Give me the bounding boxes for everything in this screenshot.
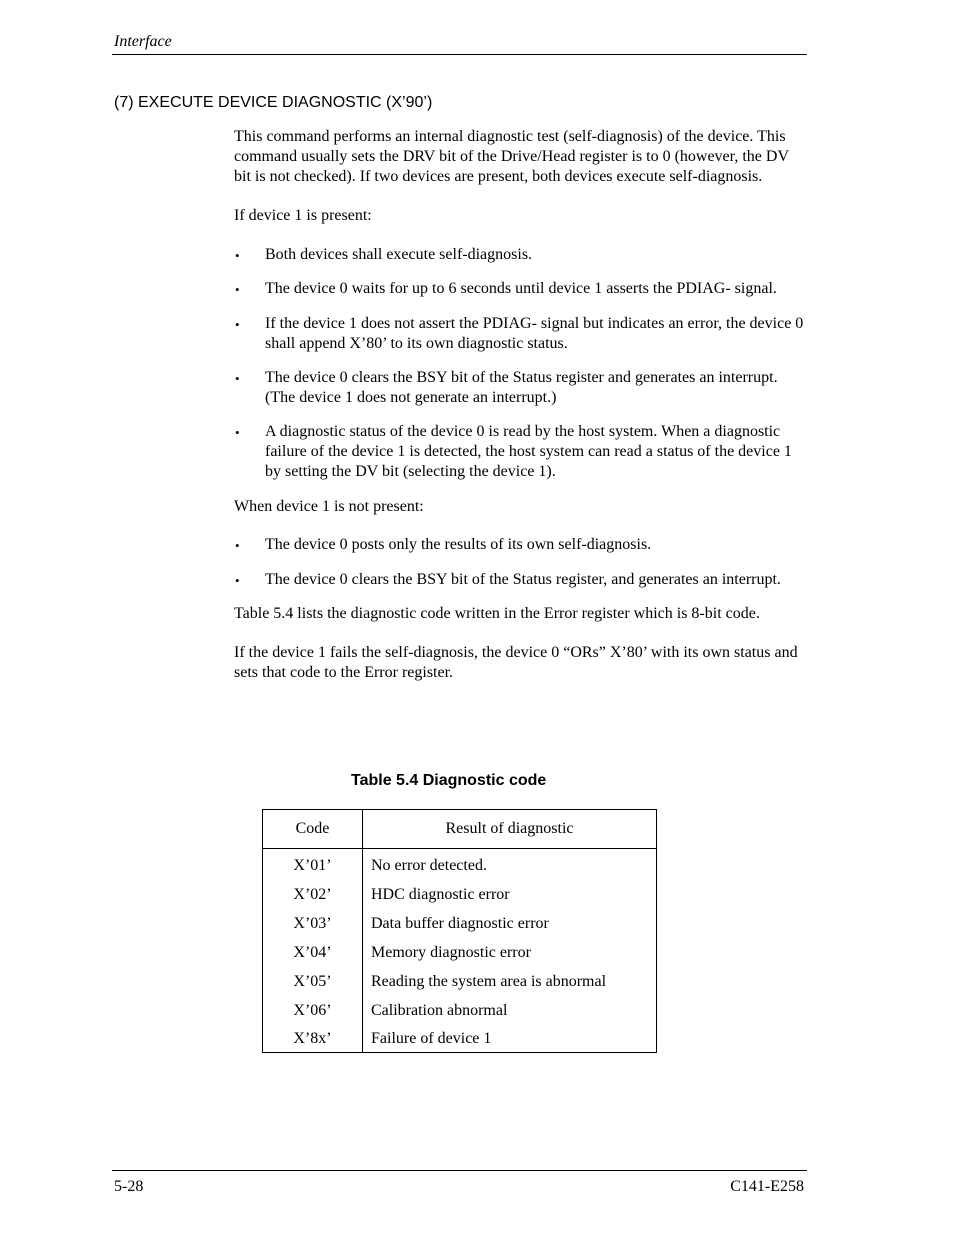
not-present-bullet-list <box>234 535 809 590</box>
list-item-text: Both devices shall execute self-diagnosis. <box>265 246 533 263</box>
column-header-code: Code <box>263 810 363 849</box>
list-item-text: The device 0 clears the BSY bit of the Status register, and generates an interrupt. <box>265 571 781 588</box>
code-cell: X’05’ <box>263 967 363 996</box>
running-header: Interface <box>114 33 172 50</box>
table-row <box>263 880 657 909</box>
result-cell: Memory diagnostic error <box>363 938 657 967</box>
list-item <box>234 314 809 354</box>
table-reference-paragraph: Table 5.4 lists the diagnostic code written in the Error register which is 8-bit code. <box>234 605 760 622</box>
list-item <box>234 279 809 299</box>
list-item-text: The device 0 posts only the results of its own self-diagnosis. <box>265 536 652 553</box>
table-caption: Table 5.4 Diagnostic code <box>351 772 547 789</box>
header-rule <box>112 54 807 55</box>
table-row <box>263 967 657 996</box>
bullet-icon: • <box>235 538 240 553</box>
present-lead: If device 1 is present: <box>234 207 372 224</box>
result-cell: No error detected. <box>363 849 657 881</box>
present-bullet-list <box>234 245 809 482</box>
footer-rule <box>112 1170 807 1171</box>
bullet-icon: • <box>235 248 240 263</box>
result-cell: Calibration abnormal <box>363 996 657 1025</box>
list-item <box>234 535 809 555</box>
result-cell: HDC diagnostic error <box>363 880 657 909</box>
table-row <box>263 909 657 938</box>
list-item <box>234 422 809 482</box>
code-cell: X’06’ <box>263 996 363 1025</box>
table-row <box>263 1025 657 1053</box>
intro-paragraph: This command performs an internal diagnostic test (self-diagnosis) of the device. This command usually sets the DRV bit of the Drive/Head register is to 0 (however, the DV bit is not checked). If two devices are present, both devices execute self-diagnosis. <box>234 128 789 185</box>
result-cell: Data buffer diagnostic error <box>363 909 657 938</box>
or-paragraph: If the device 1 fails the self-diagnosis, the device 0 “ORs” X’80’ with its own status and sets that code to the Error register. <box>234 644 798 681</box>
section-heading: (7) EXECUTE DEVICE DIAGNOSTIC (X’90’) <box>114 94 433 111</box>
diagnostic-code-table <box>262 809 657 1053</box>
list-item <box>234 368 809 408</box>
list-item-text: The device 0 waits for up to 6 seconds until device 1 asserts the PDIAG- signal. <box>265 280 777 297</box>
list-item <box>234 570 809 590</box>
list-item <box>234 245 809 265</box>
list-item-text: A diagnostic status of the device 0 is read by the host system. When a diagnostic failure of the device 1 is detected, the host system can read a status of the device 1 by setting the DV bit (selecting the device 1). <box>265 423 792 480</box>
body-column <box>234 127 809 683</box>
document-id: C141-E258 <box>730 1178 804 1195</box>
bullet-icon: • <box>235 317 240 332</box>
column-header-result: Result of diagnostic <box>363 810 657 849</box>
list-item-text: If the device 1 does not assert the PDIAG- signal but indicates an error, the device 0 shall append X’80’ to its own diagnostic status. <box>265 315 804 352</box>
list-item-text: The device 0 clears the BSY bit of the Status register and generates an interrupt. (The device 1 does not generate an interrupt.) <box>265 369 778 406</box>
code-cell: X’02’ <box>263 880 363 909</box>
table-row <box>263 849 657 881</box>
page-number: 5-28 <box>114 1178 144 1195</box>
code-cell: X’04’ <box>263 938 363 967</box>
not-present-lead: When device 1 is not present: <box>234 498 424 515</box>
code-cell: X’8x’ <box>263 1025 363 1053</box>
bullet-icon: • <box>235 425 240 440</box>
result-cell: Reading the system area is abnormal <box>363 967 657 996</box>
bullet-icon: • <box>235 371 240 386</box>
table-header-row <box>263 810 657 849</box>
code-cell: X’01’ <box>263 849 363 881</box>
code-cell: X’03’ <box>263 909 363 938</box>
table-row <box>263 938 657 967</box>
bullet-icon: • <box>235 573 240 588</box>
bullet-icon: • <box>235 282 240 297</box>
table-row <box>263 996 657 1025</box>
result-cell: Failure of device 1 <box>363 1025 657 1053</box>
